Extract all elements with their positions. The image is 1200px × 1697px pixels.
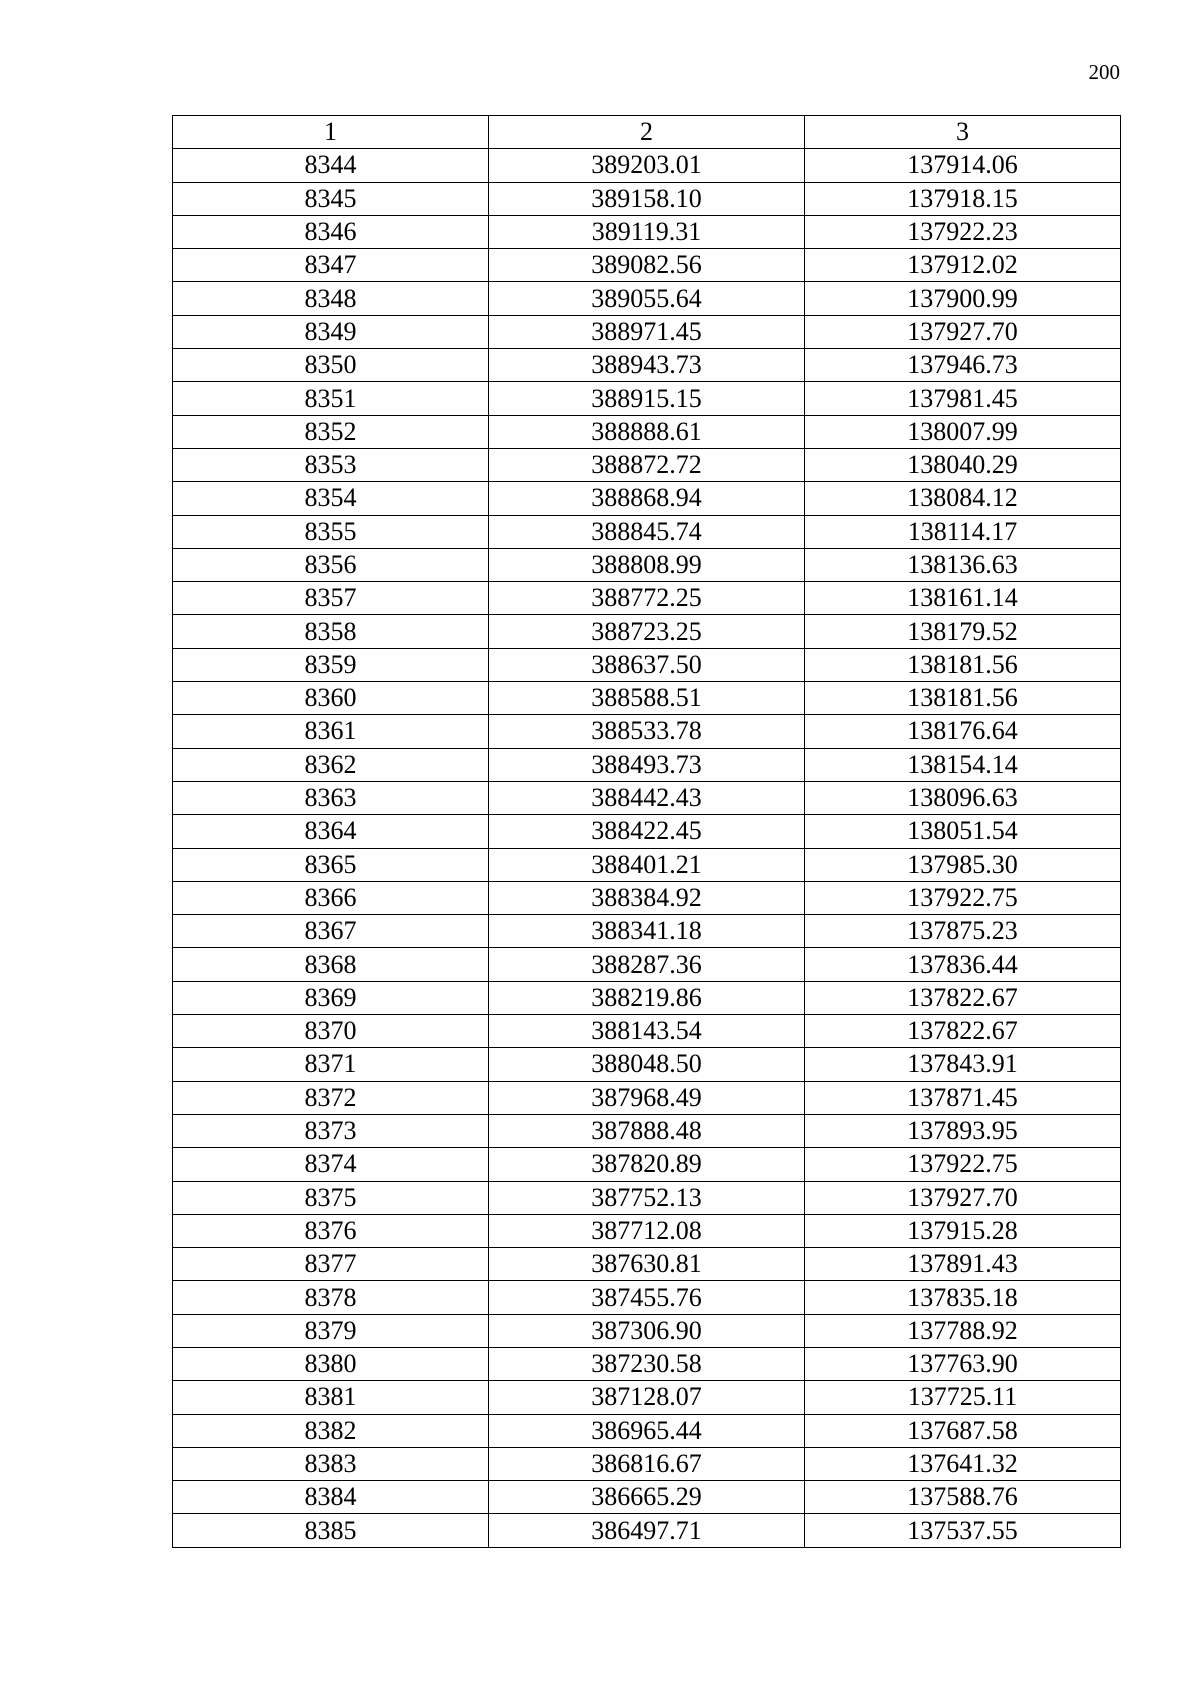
x-coordinate-cell: 388219.86 <box>489 981 805 1014</box>
x-coordinate-cell: 386497.71 <box>489 1514 805 1547</box>
x-coordinate-cell: 388048.50 <box>489 1048 805 1081</box>
y-coordinate-cell: 137918.15 <box>805 182 1121 215</box>
point-number-cell: 8373 <box>173 1114 489 1147</box>
x-coordinate-cell: 388723.25 <box>489 615 805 648</box>
y-coordinate-cell: 138084.12 <box>805 482 1121 515</box>
table-row <box>173 382 1121 415</box>
y-coordinate-cell: 137871.45 <box>805 1081 1121 1114</box>
table-row <box>173 282 1121 315</box>
y-coordinate-cell: 137725.11 <box>805 1381 1121 1414</box>
y-coordinate-cell: 138179.52 <box>805 615 1121 648</box>
x-coordinate-cell: 388845.74 <box>489 515 805 548</box>
y-coordinate-cell: 137922.23 <box>805 215 1121 248</box>
table-row <box>173 1447 1121 1480</box>
table-row <box>173 1347 1121 1380</box>
table-row <box>173 1481 1121 1514</box>
point-number-cell: 8363 <box>173 781 489 814</box>
y-coordinate-cell: 138114.17 <box>805 515 1121 548</box>
x-coordinate-cell: 389119.31 <box>489 215 805 248</box>
x-coordinate-cell: 387455.76 <box>489 1281 805 1314</box>
point-number-cell: 8361 <box>173 715 489 748</box>
y-coordinate-cell: 137922.75 <box>805 881 1121 914</box>
point-number-cell: 8344 <box>173 149 489 182</box>
x-coordinate-cell: 388872.72 <box>489 448 805 481</box>
x-coordinate-cell: 388971.45 <box>489 315 805 348</box>
table-row <box>173 1281 1121 1314</box>
point-number-cell: 8347 <box>173 249 489 282</box>
y-coordinate-cell: 137788.92 <box>805 1314 1121 1347</box>
point-number-cell: 8366 <box>173 881 489 914</box>
point-number-cell: 8380 <box>173 1347 489 1380</box>
point-number-cell: 8364 <box>173 815 489 848</box>
y-coordinate-cell: 137588.76 <box>805 1481 1121 1514</box>
x-coordinate-cell: 388637.50 <box>489 648 805 681</box>
point-number-cell: 8355 <box>173 515 489 548</box>
point-number-cell: 8374 <box>173 1148 489 1181</box>
point-number-cell: 8381 <box>173 1381 489 1414</box>
x-coordinate-cell: 388888.61 <box>489 415 805 448</box>
point-number-cell: 8356 <box>173 548 489 581</box>
x-coordinate-cell: 387630.81 <box>489 1248 805 1281</box>
table-row <box>173 1048 1121 1081</box>
table-row <box>173 1181 1121 1214</box>
point-number-cell: 8346 <box>173 215 489 248</box>
point-number-cell: 8377 <box>173 1248 489 1281</box>
y-coordinate-cell: 138161.14 <box>805 582 1121 615</box>
x-coordinate-cell: 388588.51 <box>489 682 805 715</box>
coordinates-table <box>172 115 1121 1548</box>
x-coordinate-cell: 388493.73 <box>489 748 805 781</box>
table-row <box>173 915 1121 948</box>
point-number-cell: 8351 <box>173 382 489 415</box>
y-coordinate-cell: 137687.58 <box>805 1414 1121 1447</box>
x-coordinate-cell: 388442.43 <box>489 781 805 814</box>
y-coordinate-cell: 137927.70 <box>805 315 1121 348</box>
point-number-cell: 8368 <box>173 948 489 981</box>
x-coordinate-cell: 387230.58 <box>489 1347 805 1380</box>
point-number-cell: 8370 <box>173 1015 489 1048</box>
x-coordinate-cell: 387128.07 <box>489 1381 805 1414</box>
x-coordinate-cell: 388772.25 <box>489 582 805 615</box>
x-coordinate-cell: 388384.92 <box>489 881 805 914</box>
y-coordinate-cell: 137822.67 <box>805 1015 1121 1048</box>
table-row <box>173 981 1121 1014</box>
table-row <box>173 1148 1121 1181</box>
point-number-cell: 8353 <box>173 448 489 481</box>
table-row <box>173 615 1121 648</box>
x-coordinate-cell: 389055.64 <box>489 282 805 315</box>
x-coordinate-cell: 388533.78 <box>489 715 805 748</box>
table-row <box>173 1514 1121 1547</box>
table-row <box>173 1314 1121 1347</box>
x-coordinate-cell: 388341.18 <box>489 915 805 948</box>
column-header-2: 2 <box>489 116 805 149</box>
point-number-cell: 8354 <box>173 482 489 515</box>
point-number-cell: 8359 <box>173 648 489 681</box>
table-row <box>173 715 1121 748</box>
table-row <box>173 249 1121 282</box>
column-header-1: 1 <box>173 116 489 149</box>
point-number-cell: 8376 <box>173 1214 489 1247</box>
x-coordinate-cell: 386665.29 <box>489 1481 805 1514</box>
point-number-cell: 8357 <box>173 582 489 615</box>
table-row <box>173 1381 1121 1414</box>
x-coordinate-cell: 386816.67 <box>489 1447 805 1480</box>
x-coordinate-cell: 388422.45 <box>489 815 805 848</box>
table-row <box>173 515 1121 548</box>
point-number-cell: 8372 <box>173 1081 489 1114</box>
point-number-cell: 8371 <box>173 1048 489 1081</box>
y-coordinate-cell: 137914.06 <box>805 149 1121 182</box>
point-number-cell: 8384 <box>173 1481 489 1514</box>
x-coordinate-cell: 388915.15 <box>489 382 805 415</box>
y-coordinate-cell: 137915.28 <box>805 1214 1121 1247</box>
table-row <box>173 648 1121 681</box>
table-row <box>173 682 1121 715</box>
page-number: 200 <box>1088 60 1120 84</box>
table-row <box>173 1015 1121 1048</box>
y-coordinate-cell: 138154.14 <box>805 748 1121 781</box>
y-coordinate-cell: 138051.54 <box>805 815 1121 848</box>
table-row <box>173 149 1121 182</box>
point-number-cell: 8362 <box>173 748 489 781</box>
table-row <box>173 215 1121 248</box>
y-coordinate-cell: 137927.70 <box>805 1181 1121 1214</box>
point-number-cell: 8375 <box>173 1181 489 1214</box>
y-coordinate-cell: 137843.91 <box>805 1048 1121 1081</box>
y-coordinate-cell: 138096.63 <box>805 781 1121 814</box>
y-coordinate-cell: 137891.43 <box>805 1248 1121 1281</box>
table-header-row <box>173 116 1121 149</box>
point-number-cell: 8382 <box>173 1414 489 1447</box>
y-coordinate-cell: 138136.63 <box>805 548 1121 581</box>
y-coordinate-cell: 138007.99 <box>805 415 1121 448</box>
x-coordinate-cell: 388143.54 <box>489 1015 805 1048</box>
table-body <box>173 116 1121 1548</box>
y-coordinate-cell: 137537.55 <box>805 1514 1121 1547</box>
y-coordinate-cell: 138181.56 <box>805 682 1121 715</box>
y-coordinate-cell: 137875.23 <box>805 915 1121 948</box>
point-number-cell: 8358 <box>173 615 489 648</box>
x-coordinate-cell: 387820.89 <box>489 1148 805 1181</box>
table-row <box>173 748 1121 781</box>
table-row <box>173 1214 1121 1247</box>
y-coordinate-cell: 137981.45 <box>805 382 1121 415</box>
y-coordinate-cell: 137946.73 <box>805 349 1121 382</box>
table-row <box>173 448 1121 481</box>
table-row <box>173 781 1121 814</box>
y-coordinate-cell: 138040.29 <box>805 448 1121 481</box>
point-number-cell: 8365 <box>173 848 489 881</box>
table-row <box>173 1414 1121 1447</box>
table-row <box>173 315 1121 348</box>
x-coordinate-cell: 387888.48 <box>489 1114 805 1147</box>
point-number-cell: 8385 <box>173 1514 489 1547</box>
x-coordinate-cell: 389203.01 <box>489 149 805 182</box>
point-number-cell: 8369 <box>173 981 489 1014</box>
table-row <box>173 848 1121 881</box>
x-coordinate-cell: 388943.73 <box>489 349 805 382</box>
column-header-3: 3 <box>805 116 1121 149</box>
x-coordinate-cell: 388401.21 <box>489 848 805 881</box>
point-number-cell: 8383 <box>173 1447 489 1480</box>
point-number-cell: 8349 <box>173 315 489 348</box>
table-row <box>173 182 1121 215</box>
y-coordinate-cell: 137900.99 <box>805 282 1121 315</box>
point-number-cell: 8352 <box>173 415 489 448</box>
y-coordinate-cell: 137641.32 <box>805 1447 1121 1480</box>
x-coordinate-cell: 388808.99 <box>489 548 805 581</box>
table-row <box>173 582 1121 615</box>
y-coordinate-cell: 137836.44 <box>805 948 1121 981</box>
table-row <box>173 815 1121 848</box>
y-coordinate-cell: 137985.30 <box>805 848 1121 881</box>
table-row <box>173 482 1121 515</box>
table-row <box>173 548 1121 581</box>
point-number-cell: 8379 <box>173 1314 489 1347</box>
x-coordinate-cell: 387712.08 <box>489 1214 805 1247</box>
y-coordinate-cell: 137822.67 <box>805 981 1121 1014</box>
table-row <box>173 349 1121 382</box>
y-coordinate-cell: 137912.02 <box>805 249 1121 282</box>
y-coordinate-cell: 138181.56 <box>805 648 1121 681</box>
x-coordinate-cell: 388287.36 <box>489 948 805 981</box>
x-coordinate-cell: 389158.10 <box>489 182 805 215</box>
point-number-cell: 8345 <box>173 182 489 215</box>
point-number-cell: 8360 <box>173 682 489 715</box>
y-coordinate-cell: 137763.90 <box>805 1347 1121 1380</box>
table-row <box>173 1248 1121 1281</box>
x-coordinate-cell: 387968.49 <box>489 1081 805 1114</box>
y-coordinate-cell: 137835.18 <box>805 1281 1121 1314</box>
y-coordinate-cell: 138176.64 <box>805 715 1121 748</box>
table-row <box>173 1114 1121 1147</box>
x-coordinate-cell: 386965.44 <box>489 1414 805 1447</box>
point-number-cell: 8348 <box>173 282 489 315</box>
table-row <box>173 1081 1121 1114</box>
y-coordinate-cell: 137893.95 <box>805 1114 1121 1147</box>
table-row <box>173 881 1121 914</box>
point-number-cell: 8367 <box>173 915 489 948</box>
point-number-cell: 8350 <box>173 349 489 382</box>
x-coordinate-cell: 389082.56 <box>489 249 805 282</box>
point-number-cell: 8378 <box>173 1281 489 1314</box>
x-coordinate-cell: 387752.13 <box>489 1181 805 1214</box>
table-row <box>173 948 1121 981</box>
y-coordinate-cell: 137922.75 <box>805 1148 1121 1181</box>
table-row <box>173 415 1121 448</box>
x-coordinate-cell: 387306.90 <box>489 1314 805 1347</box>
x-coordinate-cell: 388868.94 <box>489 482 805 515</box>
